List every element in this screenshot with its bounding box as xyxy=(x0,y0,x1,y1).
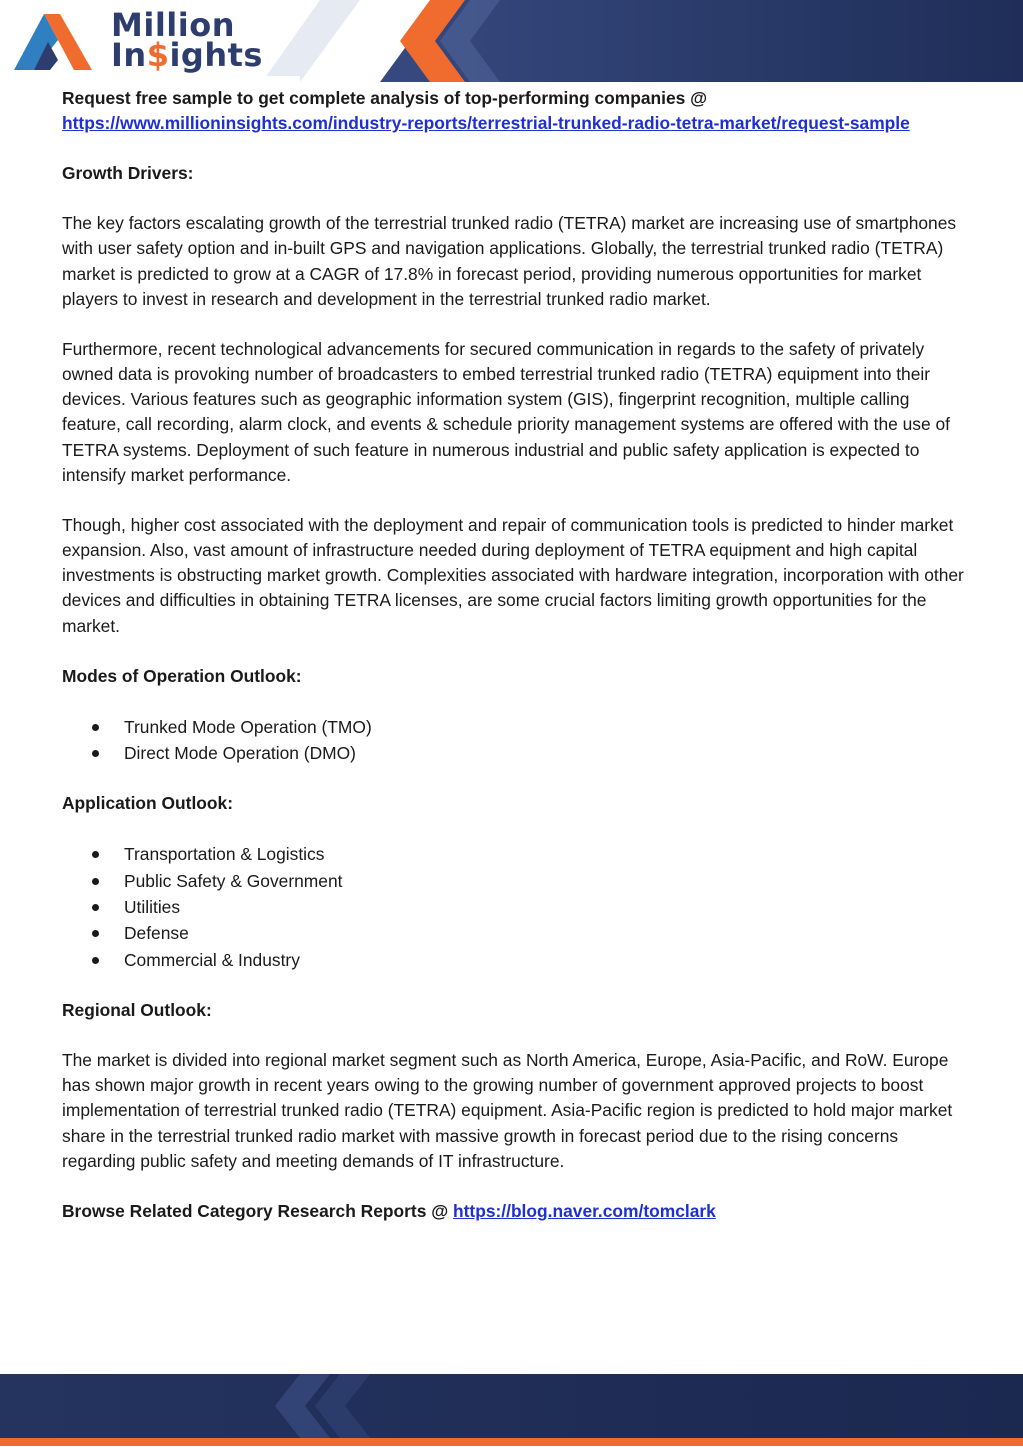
logo-text-insights: In$ights xyxy=(111,36,263,74)
logo-mark-icon xyxy=(0,0,110,82)
regional-paragraph: The market is divided into regional market segment such as North America, Europe, Asia-Pacific, and RoW. Europe has shown major growth in recent years owing to the growing number of government approved projects to boost implementation of terrestrial trunked radio (TETRA) equipment. Asia-Pacific region is predicted to hold major market share in the terrestrial trunked radio market with massive growth in forecast period due to the rising concerns regarding public safety and meeting demands of IT infrastructure. xyxy=(62,1050,953,1171)
growth-drivers-heading: Growth Drivers: xyxy=(62,163,194,184)
list-item: Transportation & Logistics xyxy=(62,841,972,867)
bullet-icon xyxy=(92,930,99,937)
modes-heading: Modes of Operation Outlook: xyxy=(62,665,302,686)
logo-text-million: Million xyxy=(111,6,235,44)
list-item: Trunked Mode Operation (TMO) xyxy=(62,714,972,740)
intro-text: Request free sample to get complete analysis of top-performing companies @ xyxy=(62,88,708,108)
growth-paragraph-1: The key factors escalating growth of the terrestrial trunked radio (TETRA) market are increasing use of smartphones with user safety option and in-built GPS and navigation applications. Globally, the terrestrial trunked radio (TETRA) market is predicted to grow at a CAGR of 17.8% in forecast period, providing numerous opportunities for market players to invest in research and development in the terrestrial trunked radio market. xyxy=(62,213,957,309)
list-item: Commercial & Industry xyxy=(62,947,972,973)
list-item: Direct Mode Operation (DMO) xyxy=(62,740,972,766)
list-item: Utilities xyxy=(62,894,972,920)
header-banner xyxy=(0,0,1023,82)
application-heading: Application Outlook: xyxy=(62,793,233,814)
bullet-icon xyxy=(92,750,99,757)
growth-paragraph-2: Furthermore, recent technological advancements for secured communication in regards to the safety of privately owned data is provoking number of broadcasters to embed terrestrial trunked radio (TETRA) equipment into their devices. Various features such as geographic information system (GIS), fingerprint recognition, multiple calling feature, call recording, alarm clock, and events & schedule priority management systems are offered with the use of TETRA systems. Deployment of such feature in numerous industrial and public safety application is expected to intensify market performance. xyxy=(62,338,951,485)
footer-banner xyxy=(0,1374,1023,1448)
bullet-icon xyxy=(92,878,99,885)
document-body xyxy=(62,86,972,1249)
request-sample-link[interactable]: https://www.millioninsights.com/industry-reports/terrestrial-trunked-radio-tetra-market/request-sample xyxy=(62,113,910,134)
application-list xyxy=(62,841,972,973)
bullet-icon xyxy=(92,851,99,858)
related-text: Browse Related Category Research Reports @ xyxy=(62,1200,453,1221)
modes-list xyxy=(62,714,972,767)
footer-graphic xyxy=(0,1374,1023,1448)
regional-heading: Regional Outlook: xyxy=(62,1000,212,1021)
related-reports-link[interactable]: https://blog.naver.com/tomclark xyxy=(452,1200,716,1221)
related-reports xyxy=(62,1199,972,1224)
bullet-icon xyxy=(92,904,99,911)
bullet-icon xyxy=(92,957,99,964)
list-item: Public Safety & Government xyxy=(62,868,972,894)
bullet-icon xyxy=(92,724,99,731)
list-item: Defense xyxy=(62,920,972,946)
intro-paragraph xyxy=(62,86,972,136)
growth-paragraph-3: Though, higher cost associated with the deployment and repair of communication tools is predicted to hinder market expansion. Also, vast amount of infrastructure needed during deployment of TETRA equipment and high capital investments is obstructing market growth. Complexities associated with hardware integration, incorporation with other devices and difficulties in obtaining TETRA licenses, are some crucial factors limiting growth opportunities for the market. xyxy=(62,514,964,636)
